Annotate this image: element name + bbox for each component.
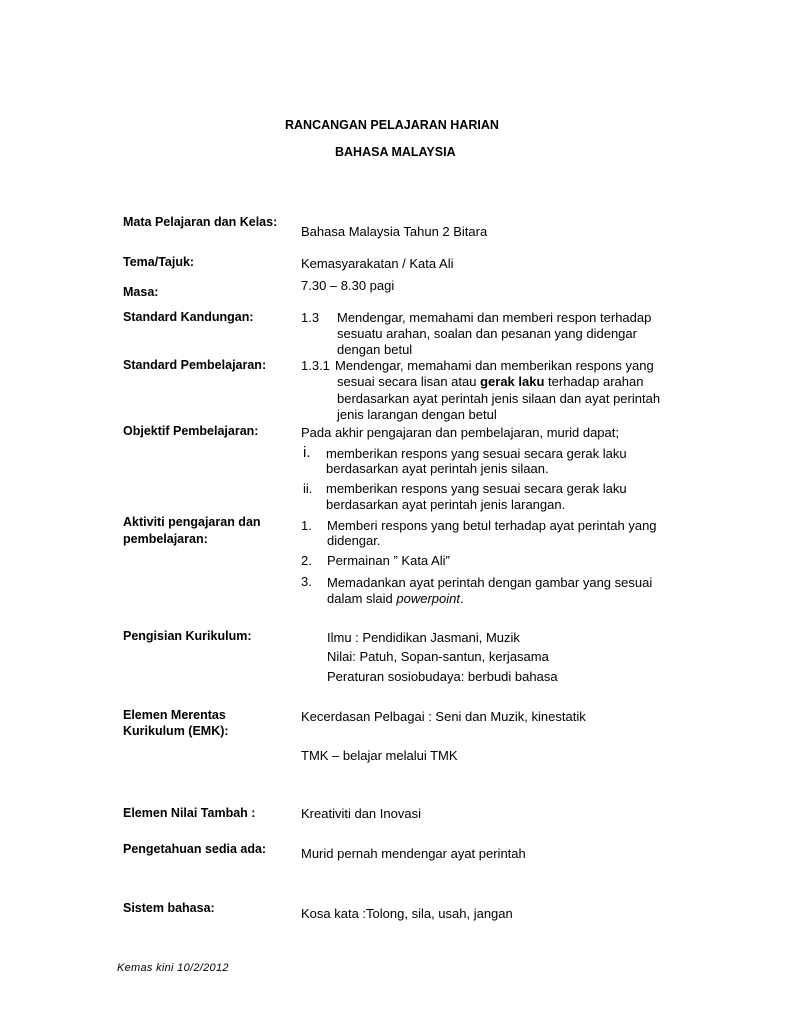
objektif-item2-line2: berdasarkan ayat perintah jenis larangan. <box>326 497 566 512</box>
ak-item3-line2-italic: powerpoint <box>396 591 460 606</box>
standard-pembelajaran-line4: jenis larangan dengan betul <box>337 407 497 422</box>
aktiviti-item2-line1: Permainan ” Kata Ali” <box>327 553 450 568</box>
aktiviti-item3-line1: Memadankan ayat perintah dengan gambar yang sesuai <box>327 575 653 590</box>
objektif-item1-line1: memberikan respons yang sesuai secara gerak laku <box>326 446 627 461</box>
emk-line1: Kecerdasan Pelbagai : Seni dan Muzik, kinestatik <box>301 709 586 724</box>
sp-line2-bold: gerak laku <box>480 374 545 389</box>
label-aktiviti-line2: pembelajaran: <box>123 532 208 546</box>
standard-pembelajaran-number: 1.3.1 <box>301 358 330 373</box>
label-mata-pelajaran: Mata Pelajaran dan Kelas: <box>123 215 278 229</box>
aktiviti-item1-line1: Memberi respons yang betul terhadap ayat perintah yang <box>327 518 657 533</box>
value-nilai-tambah: Kreativiti dan Inovasi <box>301 806 421 821</box>
label-emk-line1: Elemen Merentas <box>123 708 226 722</box>
objektif-intro: Pada akhir pengajaran dan pembelajaran, murid dapat; <box>301 425 619 440</box>
ak-item3-line2-b: . <box>459 591 464 606</box>
standard-pembelajaran-line3: berdasarkan ayat perintah jenis silaan dan ayat perintah <box>337 391 661 406</box>
label-objektif: Objektif Pembelajaran: <box>123 424 259 438</box>
label-aktiviti-line1: Aktiviti pengajaran dan <box>123 515 261 529</box>
footer-updated: Kemas kini 10/2/2012 <box>117 962 229 974</box>
sp-line2-a: sesuai secara lisan atau <box>337 374 481 389</box>
label-nilai-tambah: Elemen Nilai Tambah : <box>123 806 256 820</box>
page-title: RANCANGAN PELAJARAN HARIAN <box>285 118 499 132</box>
pengisian-line2: Nilai: Patuh, Sopan-santun, kerjasama <box>327 649 549 664</box>
aktiviti-item1-num: 1. <box>301 518 312 533</box>
pengisian-line3: Peraturan sosiobudaya: berbudi bahasa <box>327 669 558 684</box>
emk-line2: TMK – belajar melalui TMK <box>301 748 458 763</box>
label-masa: Masa: <box>123 285 159 299</box>
standard-kandungan-number: 1.3 <box>301 310 320 325</box>
value-sistem-bahasa: Kosa kata :Tolong, sila, usah, jangan <box>301 906 513 921</box>
value-masa: 7.30 – 8.30 pagi <box>301 278 395 293</box>
label-pengisian: Pengisian Kurikulum: <box>123 629 252 643</box>
aktiviti-item3-num: 3. <box>301 574 312 589</box>
label-tema: Tema/Tajuk: <box>123 255 195 269</box>
value-tema: Kemasyarakatan / Kata Ali <box>301 256 454 271</box>
aktiviti-item1-line2: didengar. <box>327 533 381 548</box>
standard-pembelajaran-line1: Mendengar, memahami dan memberikan respons yang <box>335 358 654 373</box>
objektif-item1-num: i. <box>303 444 311 461</box>
label-emk-line2: Kurikulum (EMK): <box>123 724 229 738</box>
ak-item3-line2-a: dalam slaid <box>327 591 397 606</box>
aktiviti-item2-num: 2. <box>301 553 312 568</box>
pengisian-line1: Ilmu : Pendidikan Jasmani, Muzik <box>327 630 520 645</box>
value-mata-pelajaran: Bahasa Malaysia Tahun 2 Bitara <box>301 224 488 239</box>
page-subtitle: BAHASA MALAYSIA <box>335 145 456 159</box>
standard-kandungan-line3: dengan betul <box>337 342 413 357</box>
label-standard-pembelajaran: Standard Pembelajaran: <box>123 358 267 372</box>
objektif-item2-line1: memberikan respons yang sesuai secara gerak laku <box>326 481 627 496</box>
objektif-item2-num: ii. <box>303 481 313 496</box>
objektif-item1-line2: berdasarkan ayat perintah jenis silaan. <box>326 461 549 476</box>
value-pengetahuan: Murid pernah mendengar ayat perintah <box>301 846 526 861</box>
label-standard-kandungan: Standard Kandungan: <box>123 310 254 324</box>
standard-kandungan-line1: Mendengar, memahami dan memberi respon terhadap <box>337 310 652 325</box>
label-pengetahuan: Pengetahuan sedia ada: <box>123 842 267 856</box>
aktiviti-item3-line2 <box>327 591 464 606</box>
sp-line2-b: terhadap arahan <box>544 374 644 389</box>
standard-pembelajaran-line2 <box>337 374 643 389</box>
label-sistem-bahasa: Sistem bahasa: <box>123 901 215 915</box>
standard-kandungan-line2: sesuatu arahan, soalan dan pesanan yang didengar <box>337 326 637 341</box>
